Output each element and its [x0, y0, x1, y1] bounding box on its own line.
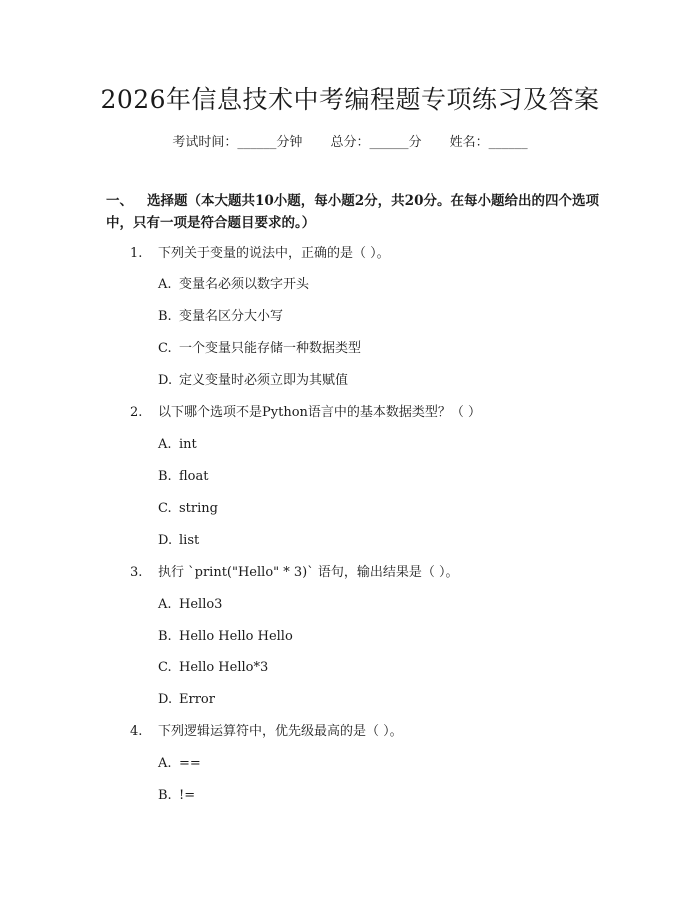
option-letter: D.	[158, 692, 173, 707]
question-1	[130, 245, 390, 263]
question-2-option-d	[158, 532, 199, 550]
question-text: 以下哪个选项不是Python语言中的基本数据类型？（ ）	[158, 405, 482, 420]
option-text: 一个变量只能存储一种数据类型	[179, 341, 362, 356]
option-text: int	[179, 437, 197, 452]
option-text: 变量名区分大小写	[179, 309, 284, 324]
option-text: 变量名必须以数字开头	[179, 277, 310, 292]
page-title: 2026年信息技术中考编程题专项练习及答案	[100, 85, 600, 114]
option-letter: C.	[158, 501, 172, 516]
option-letter: B.	[158, 629, 172, 644]
option-letter: D.	[158, 373, 173, 388]
question-2-option-c	[158, 500, 218, 518]
question-4	[130, 723, 403, 741]
option-letter: B.	[158, 309, 172, 324]
option-text: Hello Hello Hello	[179, 629, 293, 644]
section-header	[106, 190, 602, 234]
question-4-option-a	[158, 755, 201, 773]
option-text: string	[179, 501, 218, 516]
question-3-option-d	[158, 691, 215, 709]
option-letter: A.	[158, 437, 172, 452]
section-instructions: 选择题（本大题共10小题，每小题2分，共20分。在每小题给出的四个选项中，只有一项是符合题目要求的。）	[106, 193, 599, 231]
option-letter: D.	[158, 533, 173, 548]
exam-time-label: 考试时间：______分钟	[172, 135, 303, 150]
question-2-option-a	[158, 436, 197, 454]
question-2	[130, 404, 481, 422]
question-number: 2.	[130, 405, 143, 420]
question-1-option-c	[158, 340, 361, 358]
option-text: ==	[179, 756, 201, 771]
option-text: 定义变量时必须立即为其赋值	[179, 373, 349, 388]
option-letter: A.	[158, 756, 172, 771]
option-text: Error	[179, 692, 215, 707]
question-3	[130, 564, 459, 582]
question-2-option-b	[158, 468, 208, 486]
option-text: Hello Hello*3	[179, 660, 269, 675]
question-text: 下列逻辑运算符中，优先级最高的是（ ）。	[158, 724, 403, 739]
total-score-label: 总分：______分	[330, 135, 422, 150]
option-letter: C.	[158, 660, 172, 675]
question-number: 1.	[130, 246, 143, 261]
option-letter: A.	[158, 597, 172, 612]
exam-info	[0, 131, 700, 150]
option-text: list	[179, 533, 200, 548]
option-letter: C.	[158, 341, 172, 356]
question-1-option-a	[158, 276, 309, 294]
section-number: 一、	[106, 193, 133, 209]
option-text: Hello3	[179, 597, 223, 612]
question-3-option-a	[158, 596, 222, 614]
option-letter: B.	[158, 469, 172, 484]
question-1-option-b	[158, 308, 283, 326]
question-number: 3.	[130, 565, 143, 580]
option-text: !=	[179, 788, 196, 803]
option-letter: B.	[158, 788, 172, 803]
question-number: 4.	[130, 724, 143, 739]
question-4-option-b	[158, 787, 195, 805]
question-1-option-d	[158, 372, 348, 390]
question-3-option-b	[158, 628, 293, 646]
question-text: 执行 `print("Hello" * 3)` 语句，输出结果是（ ）。	[158, 565, 459, 580]
question-text: 下列关于变量的说法中，正确的是（ ）。	[158, 246, 390, 261]
student-name-label: 姓名：______	[449, 135, 528, 150]
option-letter: A.	[158, 277, 172, 292]
question-3-option-c	[158, 659, 268, 677]
option-text: float	[179, 469, 209, 484]
